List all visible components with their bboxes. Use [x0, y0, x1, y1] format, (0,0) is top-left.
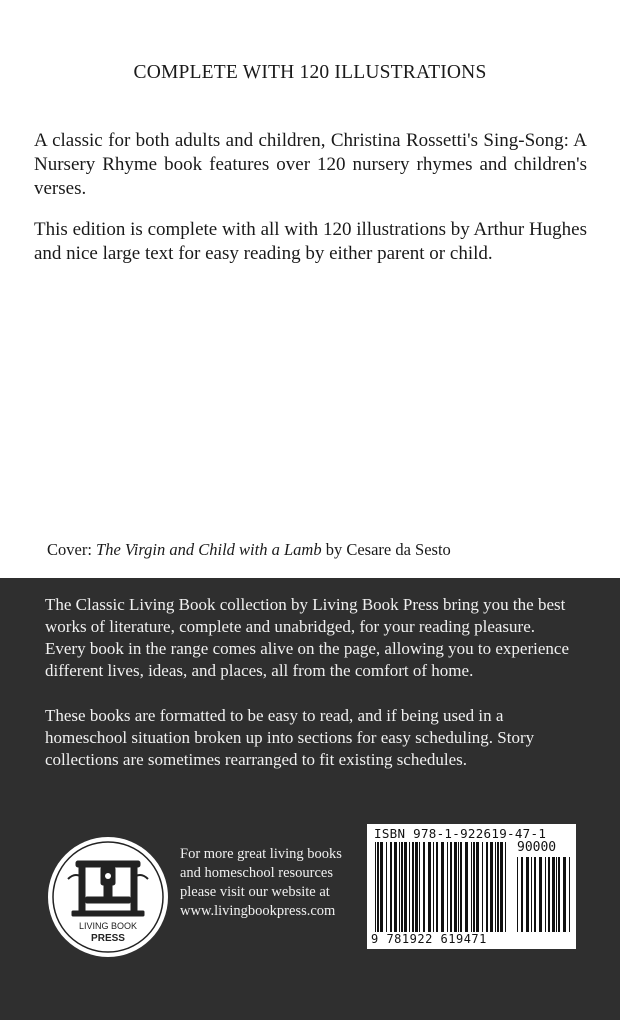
barcode-bar [548, 857, 550, 932]
barcode-bar [401, 842, 403, 932]
barcode-bar [531, 857, 532, 932]
website-link[interactable]: www.livingbookpress.com [180, 903, 336, 919]
barcode-bar [465, 842, 468, 932]
barcode-bar [505, 842, 506, 932]
barcode-digits: 9 781922 619471 [371, 932, 487, 946]
logo-line-1: LIVING BOOK [78, 921, 138, 931]
barcode-bar [441, 842, 444, 932]
barcode-bar [423, 842, 425, 932]
barcode-bar [526, 857, 529, 932]
cover-credit [47, 540, 451, 560]
living-book-press-logo [46, 835, 170, 959]
barcode-bar [473, 842, 475, 932]
barcode-bar [569, 857, 570, 932]
barcode-bar [428, 842, 431, 932]
collection-paragraph: The Classic Living Book collection by Living Book Press bring you the best works of literature, complete and unabridged, for your reading pleasure. Every book in the range comes alive on the page, allowing you to experience different lives, ideas, and places, all from the comfort of home. [45, 595, 569, 680]
barcode-bar [450, 842, 452, 932]
barcode-bar [471, 842, 472, 932]
barcode-bar [495, 842, 496, 932]
barcode-bar [482, 842, 483, 932]
barcode-bar [458, 842, 459, 932]
barcode-bar [521, 857, 523, 932]
isbn-barcode [367, 824, 576, 949]
promo-line: For more great living books [180, 846, 342, 862]
barcode-bar [500, 842, 503, 932]
cover-credit-title: The Virgin and Child with a Lamb [96, 540, 322, 559]
barcode-bar [409, 842, 410, 932]
barcode-bar [552, 857, 555, 932]
cover-credit-artist: by Cesare da Sesto [325, 540, 451, 559]
barcode-bar [460, 842, 462, 932]
barcode-bar [490, 842, 493, 932]
barcode-bar [390, 842, 392, 932]
barcode-bar [534, 857, 536, 932]
barcode-bar [433, 842, 434, 932]
barcode-bar [486, 842, 488, 932]
barcode-bar [375, 842, 376, 932]
promo-line: please visit our website at [180, 884, 330, 900]
barcode-bar [404, 842, 407, 932]
barcode-bar [412, 842, 414, 932]
barcode-bar [497, 842, 499, 932]
price-addon-code: 90000 [517, 840, 557, 855]
logo-line-2: PRESS [91, 933, 125, 944]
barcode-bar [436, 842, 438, 932]
barcode-bar [394, 842, 397, 932]
barcode-bar [563, 857, 566, 932]
promo-line: and homeschool resources [180, 865, 334, 881]
isbn-label: ISBN 978-1-922619-47-1 [374, 826, 547, 841]
barcode-bar [377, 842, 379, 932]
heading: COMPLETE WITH 120 ILLUSTRATIONS [133, 62, 487, 83]
barcode-bar [386, 842, 387, 932]
barcode-bar [415, 842, 418, 932]
barcode-bar [380, 842, 383, 932]
barcode-bar [556, 857, 557, 932]
edition-paragraph: This edition is complete with all with 120 illustrations by Arthur Hughes and nice large text for easy reading by either parent or child. [34, 219, 587, 264]
barcode-bar [517, 857, 518, 932]
barcode-bar [454, 842, 457, 932]
website-promo [180, 845, 365, 921]
back-cover-bottom-section [0, 578, 620, 1020]
barcode-bar [558, 857, 560, 932]
barcode-bar [399, 842, 400, 932]
cover-credit-label: Cover: [47, 540, 92, 559]
barcode-bar [447, 842, 448, 932]
barcode-bar [545, 857, 546, 932]
format-paragraph: These books are formatted to be easy to read, and if being used in a homeschool situation broken up into sections for easy scheduling. Story collections are sometimes rearranged to fit existing schedules. [45, 706, 535, 769]
barcode-bar [539, 857, 542, 932]
barcode-bar [476, 842, 479, 932]
barcode-bar [419, 842, 420, 932]
description-paragraph: A classic for both adults and children, Christina Rossetti's Sing-Song: A Nursery Rhyme book features over 120 nursery rhymes and children's verses. [34, 130, 587, 199]
